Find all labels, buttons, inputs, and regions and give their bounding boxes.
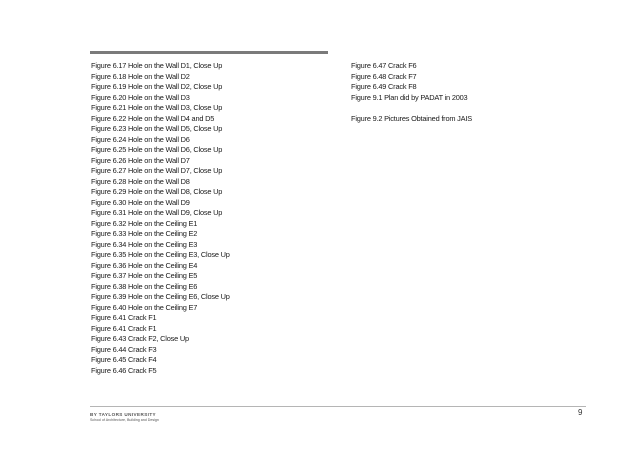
figure-list-item: Figure 6.37 Hole on the Ceiling E5 xyxy=(91,271,198,280)
figure-list-item: Figure 6.27 Hole on the Wall D7, Close Up xyxy=(91,166,223,175)
figure-list-item: Figure 6.43 Crack F2, Close Up xyxy=(91,334,189,343)
figure-list-item: Figure 6.40 Hole on the Ceiling E7 xyxy=(91,302,198,312)
figure-list-item: Figure 6.23 Hole on the Wall D5, Close Up xyxy=(91,124,223,133)
page-number: 9 xyxy=(578,408,583,417)
footer xyxy=(90,412,159,422)
figure-list-item: Figure 6.22 Hole on the Wall D4 and D5 xyxy=(91,113,215,123)
figure-list-item xyxy=(351,103,591,114)
figure-list-item: Figure 6.46 Crack F5 xyxy=(91,365,157,375)
figure-list-item: Figure 6.26 Hole on the Wall D7 xyxy=(91,155,190,165)
footer-rule xyxy=(90,406,586,407)
figure-list-item: Figure 6.21 Hole on the Wall D3, Close Up xyxy=(91,103,223,112)
figure-list-item: Figure 6.41 Crack F1 xyxy=(91,313,157,322)
figure-list-item: Figure 6.47 Crack F6 xyxy=(351,61,417,70)
figure-list-item: Figure 6.30 Hole on the Wall D9 xyxy=(91,197,190,207)
figure-list-item: Figure 6.49 Crack F8 xyxy=(351,82,417,91)
figure-list-item: Figure 6.36 Hole on the Ceiling E4 xyxy=(91,260,198,270)
figure-list-right xyxy=(351,61,591,124)
figure-list-item: Figure 6.19 Hole on the Wall D2, Close Up xyxy=(91,82,223,91)
figure-list-item: Figure 6.18 Hole on the Wall D2 xyxy=(91,71,190,81)
figure-list-item: Figure 6.35 Hole on the Ceiling E3, Close Up xyxy=(91,250,230,259)
footer-subtitle: School of Architecture, Building and Design xyxy=(90,418,159,422)
figure-list-item: Figure 6.25 Hole on the Wall D6, Close Up xyxy=(91,145,223,154)
figure-list-item: Figure 6.38 Hole on the Ceiling E6 xyxy=(91,281,198,291)
figure-list-item: Figure 6.20 Hole on the Wall D3 xyxy=(91,92,190,102)
figure-list-item: Figure 6.34 Hole on the Ceiling E3 xyxy=(91,239,198,249)
figure-list-item: Figure 6.31 Hole on the Wall D9, Close Up xyxy=(91,208,223,217)
footer-title: BY TAYLORS UNIVERSITY xyxy=(90,412,157,417)
figure-list-item: Figure 6.17 Hole on the Wall D1, Close Up xyxy=(91,61,223,70)
figure-list-item: Figure 6.41 Crack F1 xyxy=(91,323,157,333)
figure-list-left xyxy=(91,61,341,376)
figure-list-item: Figure 6.44 Crack F3 xyxy=(91,344,157,354)
figure-list-item: Figure 6.48 Crack F7 xyxy=(351,71,417,81)
figure-list-item: Figure 6.45 Crack F4 xyxy=(91,355,157,364)
figure-list-item: Figure 6.29 Hole on the Wall D8, Close Up xyxy=(91,187,223,196)
figure-list-item: Figure 9.2 Pictures Obtained from JAIS xyxy=(351,113,472,123)
header-rule xyxy=(90,51,328,54)
figure-list-item: Figure 6.39 Hole on the Ceiling E6, Close Up xyxy=(91,292,230,301)
figure-list-item: Figure 6.24 Hole on the Wall D6 xyxy=(91,134,190,144)
figure-list-item: Figure 6.28 Hole on the Wall D8 xyxy=(91,176,190,186)
figure-list-item: Figure 9.1 Plan did by PADAT in 2003 xyxy=(351,92,468,102)
figure-list-item: Figure 6.33 Hole on the Ceiling E2 xyxy=(91,229,198,238)
figure-list-item: Figure 6.32 Hole on the Ceiling E1 xyxy=(91,218,198,228)
